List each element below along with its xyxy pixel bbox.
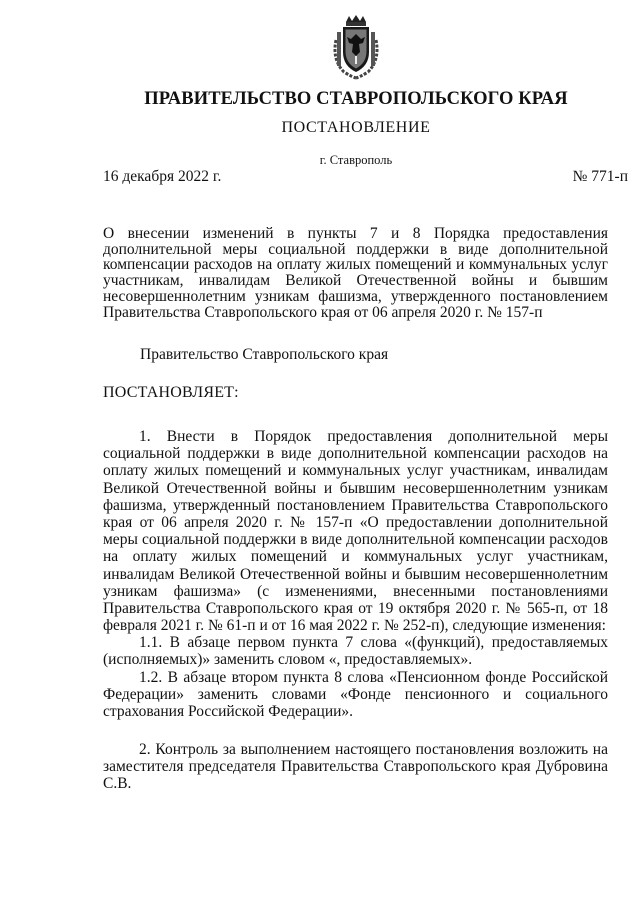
issuing-authority: Правительство Ставропольского края: [140, 346, 389, 363]
document-type: ПОСТАНОВЛЕНИЕ: [281, 119, 431, 136]
document-date: 16 декабря 2022 г.: [103, 168, 222, 185]
decree-heading: ПОСТАНОВЛЯЕТ:: [103, 384, 239, 401]
organization-title: ПРАВИТЕЛЬСТВО СТАВРОПОЛЬСКОГО КРАЯ: [144, 89, 568, 109]
paragraph-1-2: 1.2. В абзаце втором пункта 8 слова «Пенсионном фонде Российской Федерации» заменить словами «Фонде пенсионного и социального страхования Российской Федерации».: [103, 669, 608, 721]
paragraph-1: 1. Внести в Порядок предоставления дополнительной меры социальной поддержки в виде дополнительной компенсации расходов на оплату жилых помещений и коммунальных услуг участникам, инвалидам Великой Отечественной войны и бывшим несовершеннолетним узникам фашизма, утвержденный постановлением Правительства Ставропольского края от 06 апреля 2020 г. № 157-п «О предоставлении дополнительной меры социальной поддержки в виде дополнительной компенсации расходов на оплату жилых помещений и коммунальных услуг участникам, инвалидам Великой Отечественной войны и бывшим несовершеннолетним узникам фашизма» (с изменениями, внесенными постановлениями Правительства Ставропольского края от 19 октября 2020 г. № 565-п, от 18 февраля 2021 г. № 61-п и от 16 мая 2022 г. № 252-п), следующие изменения:: [103, 428, 608, 635]
city: г. Ставрополь: [319, 153, 393, 167]
stavropol-coat-of-arms-icon: [330, 14, 382, 80]
paragraph-1-1: 1.1. В абзаце первом пункта 7 слова «(функций), предоставляемых (исполняемых)» заменить словом «, предоставляемых».: [103, 634, 608, 669]
document-number: № 771-п: [572, 168, 628, 185]
document-subject: О внесении изменений в пункты 7 и 8 Порядка предоставления дополнительной меры социальной поддержки в виде дополнительной компенсации расходов на оплату жилых помещений и коммунальных услуг участникам, инвалидам Великой Отечественной войны и бывшим несовершеннолетним узникам фашизма, утвержденного постановлением Правительства Ставропольского края от 06 апреля 2020 г. № 157-п: [103, 225, 608, 321]
paragraph-2: 2. Контроль за выполнением настоящего постановления возложить на заместителя председателя Правительства Ставропольского края Дубровина С.В.: [103, 741, 608, 793]
